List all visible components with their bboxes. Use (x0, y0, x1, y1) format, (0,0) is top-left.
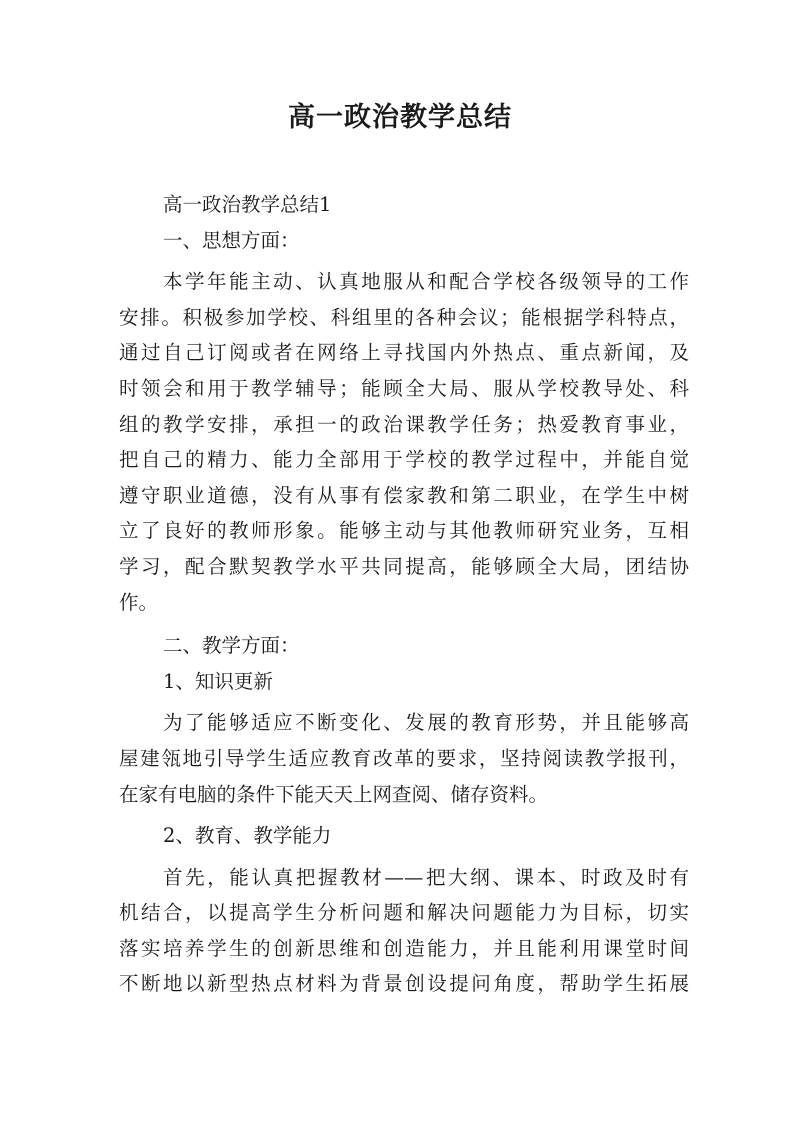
text-line: 通过自己订阅或者在网络上寻找国内外热点、重点新闻，及 (119, 341, 689, 365)
text-line: 不断地以新型热点材料为背景创设提问角度，帮助学生拓展 (119, 972, 689, 996)
text-line: 在家有电脑的条件下能天天上网查阅、储存资料。 (119, 782, 549, 806)
text-line: 把自己的精力、能力全部用于学校的教学过程中，并能自觉 (119, 448, 689, 472)
text-line: 安排。积极参加学校、科组里的各种会议；能根据学科特点， (119, 305, 689, 329)
paragraph-gap (119, 620, 689, 628)
text-line: 立了良好的教师形象。能够主动与其他教师研究业务，互相 (119, 519, 689, 543)
text-line: 落实培养学生的创新思维和创造能力，并且能利用课堂时间 (119, 936, 689, 960)
text-line: 1、知识更新 (163, 669, 273, 693)
text-line: 时领会和用于教学辅导；能顾全大局、服从学校教导处、科 (119, 376, 689, 400)
text-line: 屋建瓴地引导学生适应教育改革的要求，坚持阅读教学报刊， (119, 746, 689, 770)
text-line: 为了能够适应不断变化、发展的教育形势，并且能够高 (163, 711, 689, 735)
text-line: 高一政治教学总结1 (163, 193, 332, 216)
text-line: 学习，配合默契教学水平共同提高，能够顾全大局，团结协 (119, 554, 689, 578)
text-line: 二、教学方面： (163, 634, 300, 658)
text-line: 一、思想方面： (163, 228, 300, 252)
text-line: 首先，能认真把握教材——把大纲、课本、时政及时有 (163, 865, 689, 889)
text-line: 2、教育、教学能力 (163, 824, 332, 848)
text-line: 作。 (119, 590, 159, 614)
text-line: 本学年能主动、认真地服从和配合学校各级领导的工作 (163, 270, 689, 294)
document-body (119, 187, 689, 1002)
text-line: 机结合，以提高学生分析问题和解决问题能力为目标，切实 (119, 901, 689, 925)
document-title: 高一政治教学总结 (288, 102, 512, 133)
text-line: 遵守职业道德，没有从事有偿家教和第二职业，在学生中树 (119, 483, 689, 507)
text-line: 组的教学安排，承担一的政治课教学任务；热爱教育事业， (119, 412, 689, 436)
